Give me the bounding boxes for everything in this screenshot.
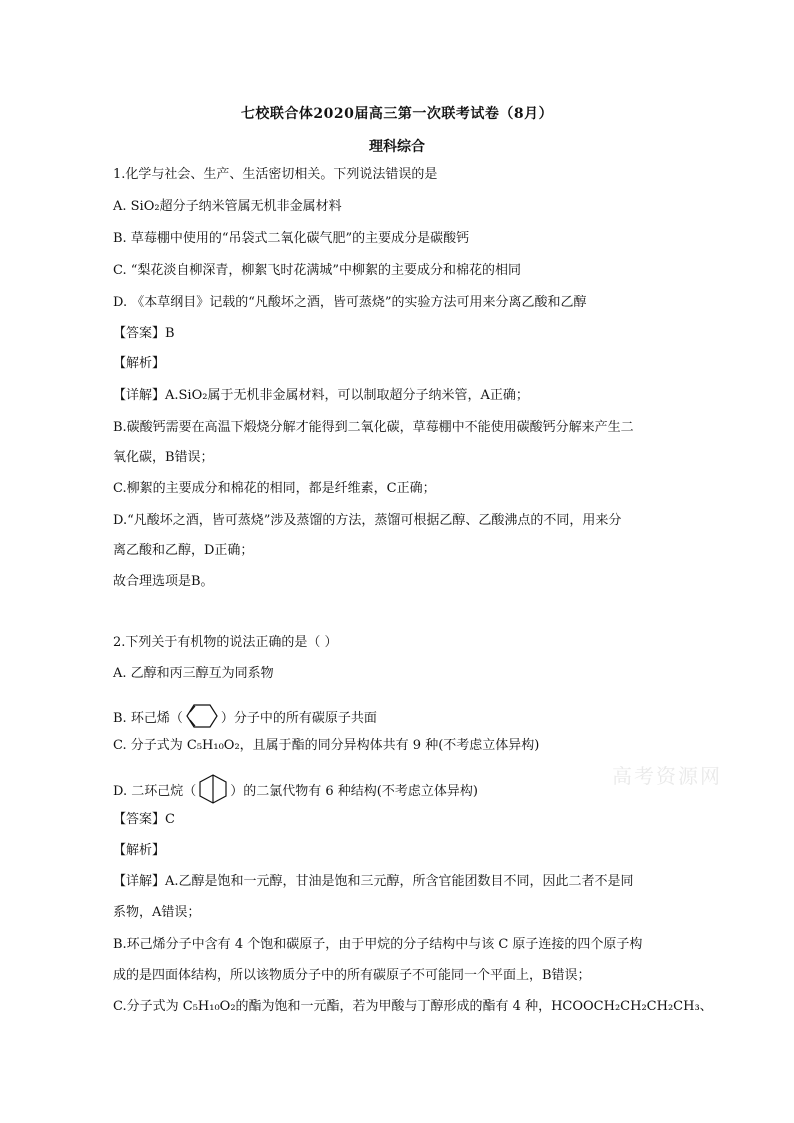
q2-option-b-post: ）分子中的所有碳原子共面	[220, 711, 377, 726]
q2-option-c: C. 分子式为 C₅H₁₀O₂，且属于酯的同分异构体共有 9 种(不考虑立体异构)	[113, 738, 540, 753]
q2-analysis-heading: 【解析】	[113, 843, 166, 858]
q1-answer: 【答案】B	[113, 326, 175, 341]
q2-detail-c-line1: C.分子式为 C₅H₁₀O₂的酯为饱和一元酯，若为甲酸与丁醇形成的酯有 4 种，HCOOCH₂CH₂CH₂CH₃、	[113, 999, 713, 1014]
q1-option-b: B. 草莓棚中使用的“吊袋式二氧化碳气肥”的主要成分是碳酸钙	[113, 231, 470, 246]
q1-detail-c: C.柳絮的主要成分和棉花的相同，都是纤维素，C正确；	[113, 481, 436, 496]
q2-option-d	[113, 773, 693, 810]
q1-detail-b-line2: 氧化碳，B错误；	[113, 450, 214, 465]
q2-option-d-post: ）的二氯代物有 6 种结构(不考虑立体异构)	[230, 784, 478, 799]
q2-detail-a-line1: 【详解】A.乙醇是饱和一元醇，甘油是饱和三元醇，所含官能团数目不同，因此二者不是同	[113, 874, 634, 889]
q1-detail-b-line1: B.碳酸钙需要在高温下煅烧分解才能得到二氧化碳，草莓棚中不能使用碳酸钙分解来产生二	[113, 420, 634, 435]
cyclohexene-structure-icon	[185, 702, 219, 735]
q2-option-d-pre: D. 二环己烷（	[113, 784, 197, 799]
watermark: 高考资源网	[612, 764, 722, 788]
q2-detail-a-line2: 系物，A错误；	[113, 905, 201, 920]
q1-detail-d-line2: 离乙酸和乙醇，D正确；	[113, 543, 254, 558]
bicyclohexane-structure-icon	[198, 773, 228, 810]
q1-conclusion: 故合理选项是B。	[113, 574, 214, 589]
q2-option-a: A. 乙醇和丙三醇互为同系物	[113, 666, 274, 681]
exam-title: 七校联合体2020届高三第一次联考试卷（8月）	[240, 106, 554, 122]
q2-answer: 【答案】C	[113, 812, 175, 827]
q2-detail-b-line1: B.环己烯分子中含有 4 个饱和碳原子，由于甲烷的分子结构中与该 C 原子连接的四个原子构	[113, 937, 643, 952]
q1-analysis-heading: 【解析】	[113, 356, 166, 371]
q1-stem: 1.化学与社会、生产、生活密切相关。下列说法错误的是	[113, 167, 438, 182]
q2-option-b-pre: B. 环己烯（	[113, 711, 183, 726]
q1-detail-d-line1: D.“凡酸坏之酒，皆可蒸烧”涉及蒸馏的方法，蒸馏可根据乙醇、乙酸沸点的不同，用来分	[113, 513, 622, 528]
exam-subtitle: 理科综合	[369, 139, 425, 155]
q1-option-a: A. SiO₂超分子纳米管属无机非金属材料	[113, 199, 342, 214]
q2-stem: 2.下列关于有机物的说法正确的是（ ）	[113, 635, 338, 650]
q2-option-b	[113, 702, 693, 735]
q2-detail-b-line2: 成的是四面体结构，所以该物质分子中的所有碳原子不可能同一个平面上，B错误；	[113, 968, 591, 983]
q1-option-d: D. 《本草纲目》记载的“凡酸坏之酒，皆可蒸烧”的实验方法可用来分离乙酸和乙醇	[113, 295, 587, 310]
q1-option-c: C. “梨花淡自柳深青，柳絮飞时花满城”中柳絮的主要成分和棉花的相同	[113, 263, 522, 278]
q1-detail-a: 【详解】A.SiO₂属于无机非金属材料，可以制取超分子纳米管，A正确；	[113, 388, 529, 403]
